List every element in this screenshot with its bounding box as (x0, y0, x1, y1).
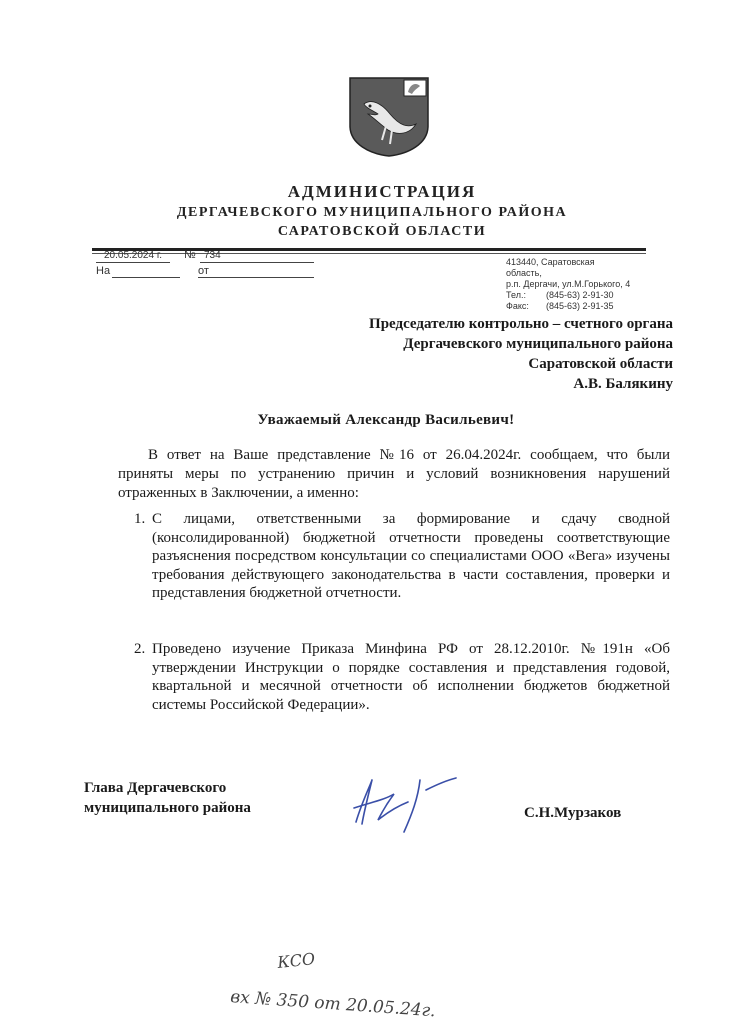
recipient-line: Саратовской области (528, 356, 673, 372)
sender-address (506, 257, 630, 312)
outgoing-number-label: № (184, 249, 196, 261)
coat-of-arms-icon (346, 74, 432, 158)
handwritten-signature (348, 772, 468, 834)
header-divider-thick (92, 248, 646, 251)
signatory-title-line: муниципального района (84, 800, 251, 816)
header-divider-thin (92, 253, 646, 254)
list-item-text: С лицами, ответственными за формирование и сдачу сводной (консолидированной) бюджетной отчетности проведены соответствующие разъяснения посредством консультации со специалистами ООО «Вега» изучены требования действующего законодательства в части составления, проверки и представления бюджетной отчетности. (152, 511, 670, 601)
address-phone-row (506, 290, 630, 301)
intro-text: В ответ на Ваше представление №16 от 26.04.2024г. сообщаем, что были приняты меры по устранению причин и условий возникновения нарушений отраженных в Заключении, а именно: (118, 447, 670, 501)
on-underline (112, 277, 180, 278)
list-item (134, 640, 670, 714)
recipient-line: Дергачевского муниципального района (403, 336, 673, 352)
signatory-name: С.Н.Мурзаков (524, 805, 622, 821)
fax-value: (845-63) 2-91-35 (546, 301, 614, 311)
address-line: 413440, Саратовская (506, 257, 595, 267)
list-item (134, 510, 670, 603)
recipient-name: А.В. Балякину (573, 376, 673, 392)
address-line: р.п. Дергачи, ул.М.Горького, 4 (506, 279, 631, 289)
on-label: На (96, 265, 111, 277)
list-item-text: Проведено изучение Приказа Минфина РФ от 28.12.2010г. №191н «Об утверждении Инструкции о порядке составления и представления годовой, квартальной и месячной отчетности об исполнении бюджетов бюджетной системы Российской Федерации». (152, 641, 670, 713)
from-label: от (198, 265, 209, 277)
intro-paragraph (118, 446, 670, 503)
list-item-number: 2. (134, 641, 146, 657)
outgoing-number: 734 (204, 250, 221, 261)
recipient-line: Председателю контрольно – счетного органа (369, 316, 673, 332)
from-underline (198, 277, 314, 278)
address-fax-row (506, 301, 630, 312)
phone-label: Тел.: (506, 290, 526, 300)
greeting: Уважаемый Александр Васильевич! (257, 412, 515, 428)
signatory-title (84, 778, 251, 818)
fax-label: Факс: (506, 301, 529, 311)
list-item-number: 1. (134, 511, 146, 527)
registration-note-line: КСО (276, 949, 316, 972)
number-underline (200, 262, 314, 263)
org-title: АДМИНИСТРАЦИЯ (287, 182, 477, 201)
handwritten-registration-note (228, 946, 498, 1022)
address-line: область, (506, 268, 542, 278)
outgoing-date: 20.05.2024 г. (104, 250, 163, 261)
phone-value: (845-63) 2-91-30 (546, 290, 614, 300)
registration-note-line: вх № 350 от 20.05.24г. (229, 987, 437, 1022)
org-district: ДЕРГАЧЕВСКОГО МУНИЦИПАЛЬНОГО РАЙОНА (176, 205, 568, 220)
signatory-title-line: Глава Дергачевского (84, 780, 227, 796)
recipient-block (369, 314, 673, 394)
org-region: САРАТОВСКОЙ ОБЛАСТИ (277, 224, 487, 239)
date-underline (96, 262, 170, 263)
